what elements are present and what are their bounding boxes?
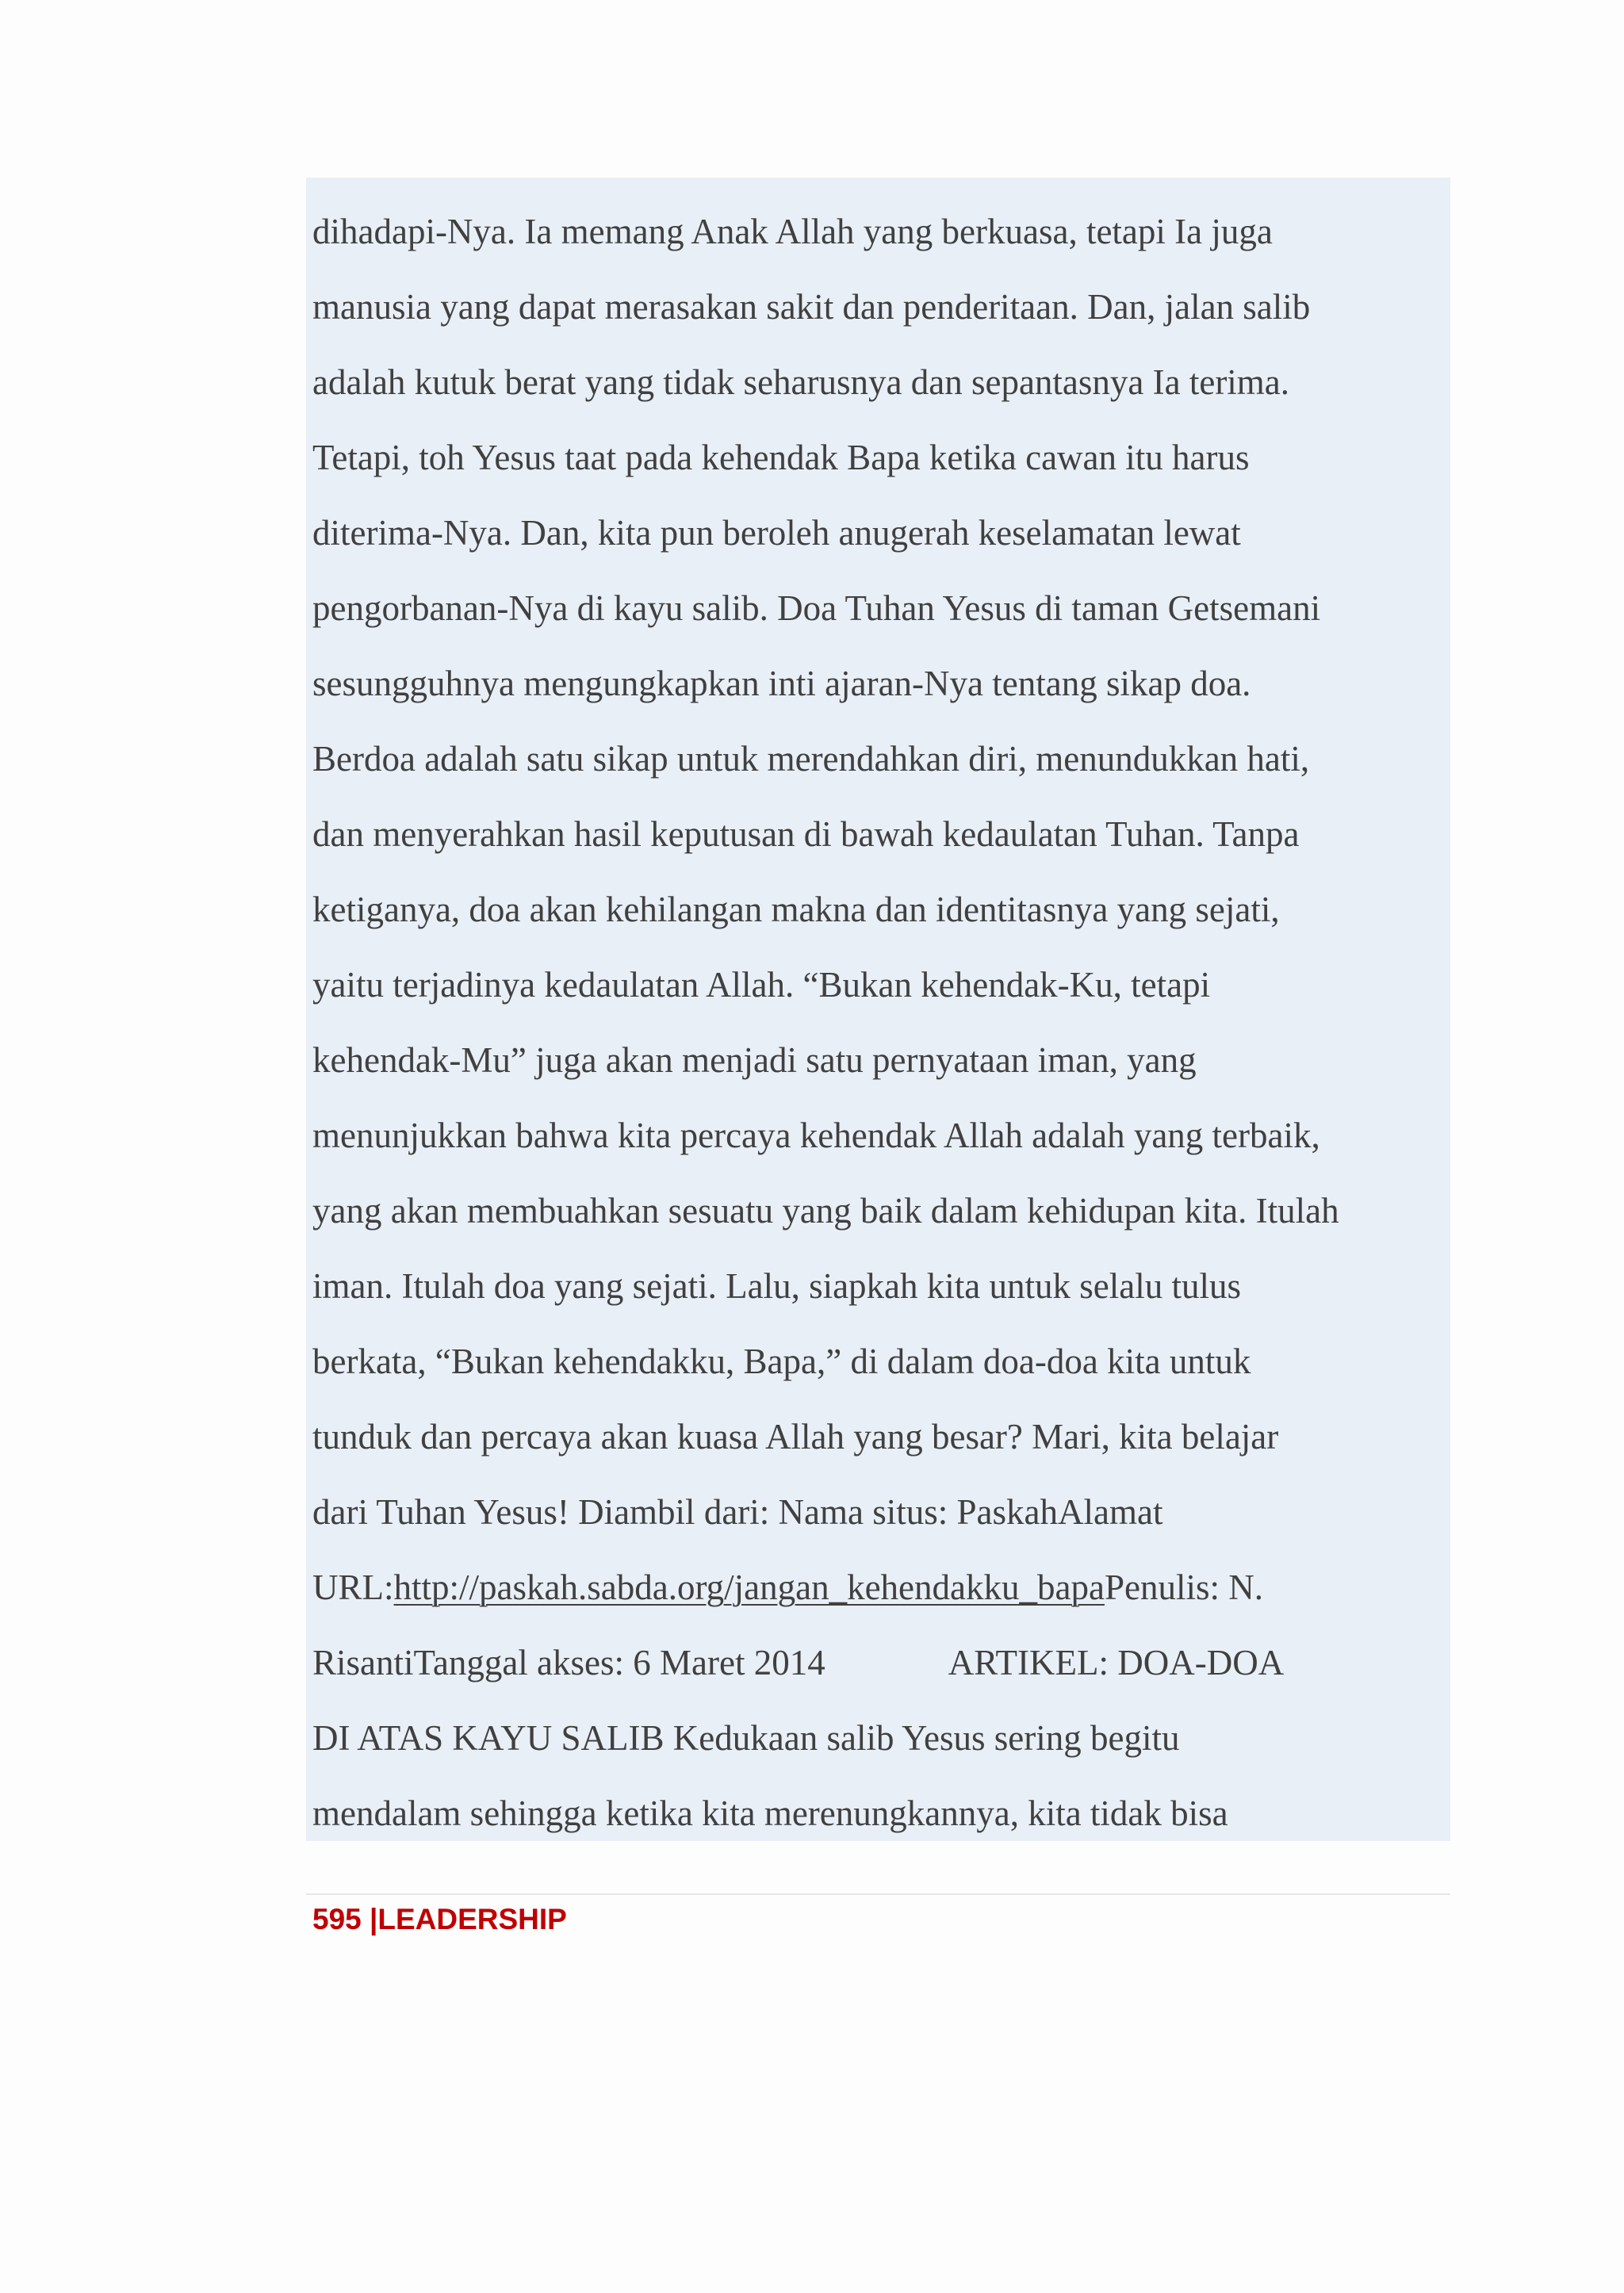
url-prefix: URL: bbox=[312, 1568, 394, 1607]
text-line: mendalam sehingga ketika kita merenungkannya, kita tidak bisa bbox=[312, 1793, 1228, 1833]
url-text-line bbox=[312, 1570, 1263, 1606]
text-line: dihadapi-Nya. Ia memang Anak Allah yang berkuasa, tetapi Ia juga bbox=[312, 212, 1273, 251]
text-line: RisantiTanggal akses: 6 Maret 2014 ARTIKEL: DOA-DOA bbox=[312, 1643, 1285, 1682]
text-line: tunduk dan percaya akan kuasa Allah yang besar? Mari, kita belajar bbox=[312, 1417, 1279, 1457]
author-label: Penulis: N. bbox=[1104, 1568, 1263, 1607]
text-line: pengorbanan-Nya di kayu salib. Doa Tuhan Yesus di taman Getsemani bbox=[312, 588, 1321, 628]
footer-divider bbox=[306, 1893, 1450, 1895]
text-line: diterima-Nya. Dan, kita pun beroleh anugerah keselamatan lewat bbox=[312, 513, 1241, 553]
text-line: Tetapi, toh Yesus taat pada kehendak Bapa ketika cawan itu harus bbox=[312, 438, 1250, 477]
page-footer: 595 |LEADERSHIP bbox=[312, 1903, 567, 1935]
source-url-link[interactable]: http://paskah.sabda.org/jangan_kehendakku_bapa bbox=[393, 1568, 1105, 1607]
text-line: sesungguhnya mengungkapkan inti ajaran-Nya tentang sikap doa. bbox=[312, 664, 1251, 703]
text-line: adalah kutuk berat yang tidak seharusnya dan sepantasnya Ia terima. bbox=[312, 362, 1290, 402]
text-line: manusia yang dapat merasakan sakit dan penderitaan. Dan, jalan salib bbox=[312, 287, 1311, 327]
text-line: DI ATAS KAYU SALIB Kedukaan salib Yesus sering begitu bbox=[312, 1718, 1180, 1758]
text-line: dari Tuhan Yesus! Diambil dari: Nama situs: PaskahAlamat bbox=[312, 1492, 1163, 1532]
text-line: kehendak-Mu” juga akan menjadi satu pernyataan iman, yang bbox=[312, 1040, 1197, 1080]
text-line: Berdoa adalah satu sikap untuk merendahkan diri, menundukkan hati, bbox=[312, 739, 1310, 779]
text-line: yang akan membuahkan sesuatu yang baik dalam kehidupan kita. Itulah bbox=[312, 1191, 1339, 1231]
text-line: ketiganya, doa akan kehilangan makna dan identitasnya yang sejati, bbox=[312, 890, 1280, 929]
text-line: yaitu terjadinya kedaulatan Allah. “Bukan kehendak-Ku, tetapi bbox=[312, 965, 1211, 1005]
text-line: berkata, “Bukan kehendakku, Bapa,” di dalam doa-doa kita untuk bbox=[312, 1342, 1251, 1381]
text-line: dan menyerahkan hasil keputusan di bawah kedaulatan Tuhan. Tanpa bbox=[312, 814, 1300, 854]
text-line: iman. Itulah doa yang sejati. Lalu, siapkah kita untuk selalu tulus bbox=[312, 1266, 1241, 1306]
text-line: menunjukkan bahwa kita percaya kehendak Allah adalah yang terbaik, bbox=[312, 1116, 1320, 1155]
article-text-block bbox=[306, 178, 1450, 1841]
